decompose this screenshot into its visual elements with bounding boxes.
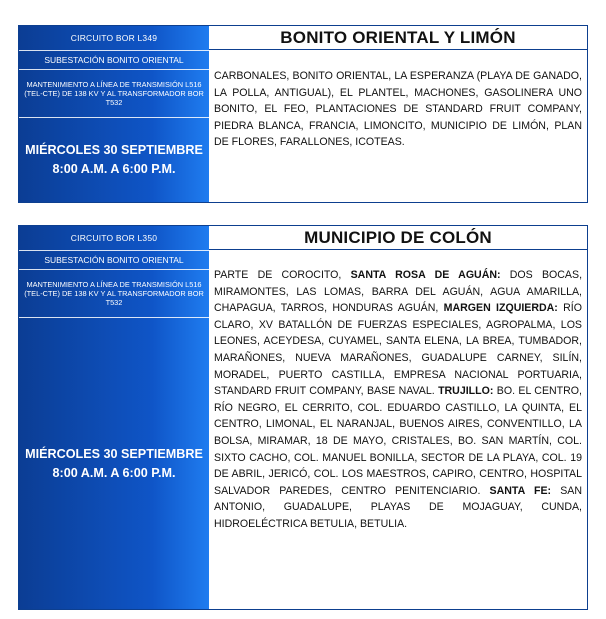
outage-time: 8:00 A.M. A 6:00 P.M. bbox=[52, 162, 176, 176]
outage-date: MIÉRCOLES 30 SEPTIEMBRE bbox=[25, 143, 203, 157]
substation-label: SUBESTACIÓN BONITO ORIENTAL bbox=[19, 50, 209, 70]
margen-izquierda-areas: RÍO CLARO, XV BATALLÓN DE FUERZAS ESPECIALES, AGROPALMA, LOS LEONES, ACEYDESA, CUYAMEL, SANTA ELENA, LA BREA, TUMBADOR, MARAÑONES, NUEVA MARAÑONES, GUADALUPE CARNEY, SILÍN, MORADEL, PUERTO CASTILLA, EMPRESA NACIONAL PORTUARIA, STANDARD FRUIT COMPANY, BASE NAVAL. bbox=[214, 302, 582, 398]
santa-rosa-de-aguan-areas: DOS BOCAS, MIRAMONTES, LAS LOMAS, BARRA DEL AGUÁN, AGUA AMARILLA, CHAPAGUA, TARROS, HONDURAS AGUÁN, bbox=[214, 269, 583, 315]
schedule-block bbox=[19, 318, 209, 609]
areas-intro: PARTE DE COROCITO, bbox=[214, 269, 351, 281]
outage-notice-card bbox=[18, 25, 588, 203]
maintenance-description: MANTENIMIENTO A LÍNEA DE TRANSMISIÓN L516 (TEL-CTE) DE 138 KV Y AL TRANSFORMADOR BOR T532 bbox=[19, 269, 209, 318]
maintenance-description: MANTENIMIENTO A LÍNEA DE TRANSMISIÓN L516 (TEL-CTE) DE 138 KV Y AL TRANSFORMADOR BOR T532 bbox=[19, 69, 209, 118]
santa-fe-areas: SAN ANTONIO, GUADALUPE, PLAYAS DE MOJAGUAY, CUNDA, HIDROELÉCTRICA BETULIA, BETULIA. bbox=[214, 484, 582, 530]
affected-areas-text: CARBONALES, BONITO ORIENTAL, LA ESPERANZA (PLAYA DE GANADO, LA POLLA, ANTIGUAL), EL PLANTEL, MACHONES, GASOLINERA UNO BONITO, EL FEO, PLANTACIONES DE STANDARD FRUIT COMPANY, PIEDRA BLANCA, FRANCIA, LIMONCITO, MUNICIPIO DE LIMÓN, PLAN DE FLORES, FARALLONES, ICOTEAS. bbox=[214, 70, 582, 149]
margen-izquierda-heading: MARGEN IZQUIERDA: bbox=[443, 302, 558, 315]
notice-info-panel bbox=[19, 226, 209, 609]
area-title: MUNICIPIO DE COLÓN bbox=[209, 226, 587, 250]
santa-fe-heading: SANTA FE: bbox=[489, 484, 552, 497]
outage-time: 8:00 A.M. A 6:00 P.M. bbox=[52, 465, 176, 480]
santa-rosa-de-aguan-heading: SANTA ROSA DE AGUÁN: bbox=[350, 269, 501, 281]
notice-info-panel bbox=[19, 26, 209, 202]
outage-notice-card bbox=[18, 225, 588, 610]
area-title: BONITO ORIENTAL Y LIMÓN bbox=[209, 26, 587, 50]
circuit-label: CIRCUITO BOR L350 bbox=[19, 226, 209, 251]
outage-date: MIÉRCOLES 30 SEPTIEMBRE bbox=[25, 446, 203, 461]
schedule-block bbox=[19, 118, 209, 202]
affected-areas-text bbox=[214, 267, 582, 533]
trujillo-heading: TRUJILLO: bbox=[438, 385, 494, 398]
trujillo-areas: BO. EL CENTRO, RÍO NEGRO, EL CERRITO, COL. EDUARDO CASTILLO, LA QUINTA, EL CENTRO, LIMONAL, EL NARANJAL, BUENOS AIRES, CONVENTILLO, LA BOLSA, MIRAMAR, 18 DE MAYO, CRISTALES, BO. SAN MARTÍN, COL. SIXTO CACHO, COL. MANUEL BONILLA, SECTOR DE LA PLAYA, COL. 19 DE ABRIL, JERICÓ, COL. LOS MAESTROS, CAPIRO, CENTRO, HOSPITAL SALVADOR PAREDES, CENTRO PENITENCIARIO. bbox=[214, 385, 582, 497]
substation-label: SUBESTACIÓN BONITO ORIENTAL bbox=[19, 250, 209, 270]
circuit-label: CIRCUITO BOR L349 bbox=[19, 26, 209, 51]
affected-areas-panel bbox=[209, 26, 587, 202]
affected-areas-panel bbox=[209, 226, 587, 609]
